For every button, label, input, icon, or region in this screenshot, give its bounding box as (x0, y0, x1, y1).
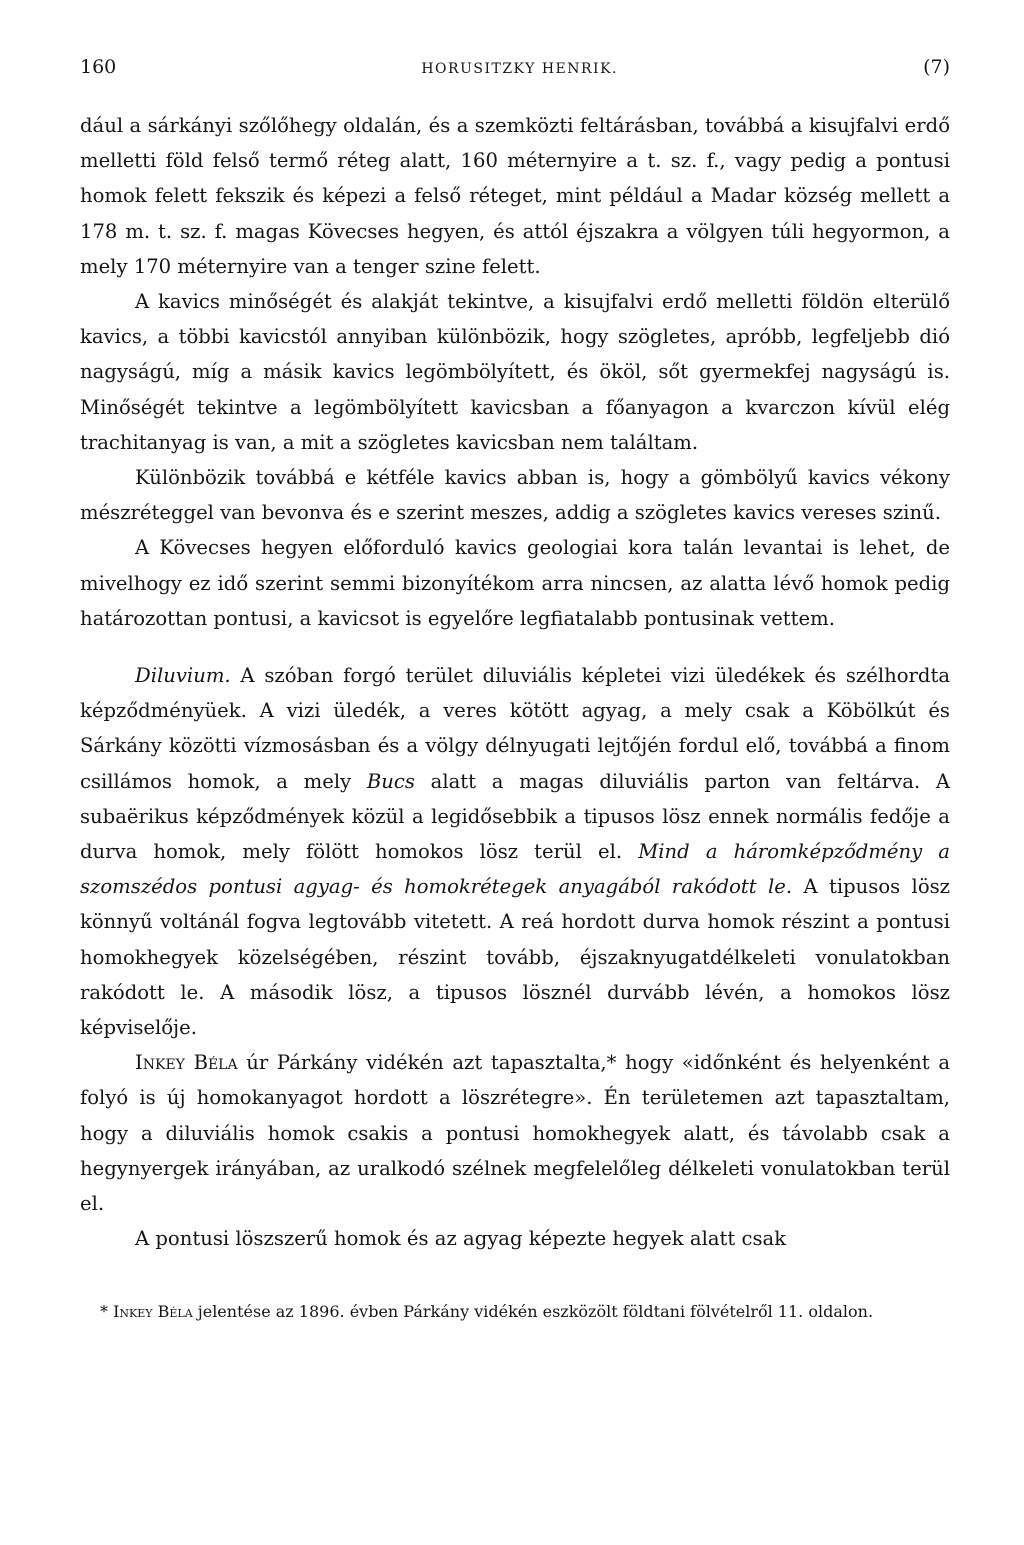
diluvium-heading: Diluvium. (135, 664, 231, 688)
inkey-text: úr Párkány vidékén azt tapasztalta,* hogy «időnként és helyenként a folyó is új homokanyagot hordott a löszrétegre». Én területemen azt tapasztaltam, hogy a diluviális homok csakis a pontusi homokhegyek alatt, és távolabb csak a hegynyergek irányában, az uralkodó szélnek megfelelőleg délkeleti vonulatokban terül el. (80, 1051, 950, 1216)
paragraph-3: Különbözik továbbá e kétféle kavics abban is, hogy a gömbölyű kavics vékony mészréteggel van bevonva és e szerint meszes, addig a szögletes kavics vereses szinű. (80, 466, 950, 525)
paragraph-1: dául a sárkányi szőlőhegy oldalán, és a szemközti feltárásban, továbbá a kisujfalvi erdő melletti föld felső termő réteg alatt, 160 méternyire a t. sz. f., vagy pedig a pontusi homok felett fekszik és képezi a felső réteget, mint például a Madar község mellett a 178 m. t. sz. f. magas Kövecses hegyen, és attól éjszakra a völgyen túli hegyormon, a mely 170 méternyire van a tenger szine felett. (80, 114, 950, 278)
footnote-marker: * (100, 1301, 114, 1321)
running-title: HORUSITZKY HENRIK. (421, 61, 618, 77)
paragraph-4: A Kövecses hegyen előforduló kavics geologiai kora talán levantai is lehet, de mivelhogy ez idő szerint semmi bizonyítékom arra nincsen, az alatta lévő homok pedig határozottan pontusi, a kavicsot is egyelőre legfiatalabb pontusinak vettem. (80, 536, 950, 630)
body-text (80, 108, 950, 1257)
diluvium-italic-sentence: Mind a háromképződmény a szomszédos pontusi agyag- és homokrétegek anyagából rakódott le. (80, 840, 950, 899)
paragraph-last: A pontusi löszszerű homok és az agyag képezte hegyek alatt csak (135, 1227, 787, 1251)
paragraph-2: A kavics minőségét és alakját tekintve, a kisujfalvi erdő melletti földön elterülő kavics, a többi kavicstól annyiban különbözik, hogy szögletes, apróbb, legfeljebb dió nagyságú, míg a másik kavics legömbölyített, és ököl, sőt gyermekfej nagyságú is. Minőségét tekintve a legömbölyített kavicsban a főanyagon a kvarczon kívül elég trachitanyag is van, a mit a szögletes kavicsban nem találtam. (80, 290, 950, 454)
document-page (80, 56, 950, 1327)
page-number: 160 (80, 56, 117, 78)
author-name: Inkey Béla (135, 1051, 238, 1075)
footnote-text: jelentése az 1896. évben Párkány vidékén eszközölt földtani fölvételről 11. oldalon. (192, 1301, 874, 1321)
page-header (80, 56, 950, 108)
diluvium-text-1: A szóban forgó terület diluviális képletei vizi üledékek és szélhordta képződményüek. A vizi üledék, a veres kötött agyag, a mely csak a Köbölkút és Sárkány közötti vízmosásban és a völgy délnyugati lejtőjén fordul elő, továbbá a finom csillámos homok, a mely (80, 664, 950, 793)
paragraph-diluvium (80, 658, 950, 1045)
paragraph-inkey (80, 1045, 950, 1221)
bucs-place-name: Bucs (366, 769, 415, 793)
footnote (80, 1297, 950, 1327)
diluvium-text-3: A tipusos lösz könnyű voltánál fogva legtovább vitetett. A reá hordott durva homok részint a pontusi homokhegyek közelségében, részint tovább, éjszaknyugatdélkeleti vonulatokban rakódott le. A második lösz, a tipusos lösznél durvább lévén, a homokos lösz képviselője. (80, 875, 950, 1040)
section-number: (7) (923, 56, 950, 78)
diluvium-text-2: alatt a magas diluviális parton van feltárva. A subaërikus képződmények közül a legidősebbik a tipusos lösz ennek normális fedője a durva homok, mely fölött homokos lösz terül el. (80, 769, 950, 864)
footnote-author: Inkey Béla (113, 1301, 193, 1321)
